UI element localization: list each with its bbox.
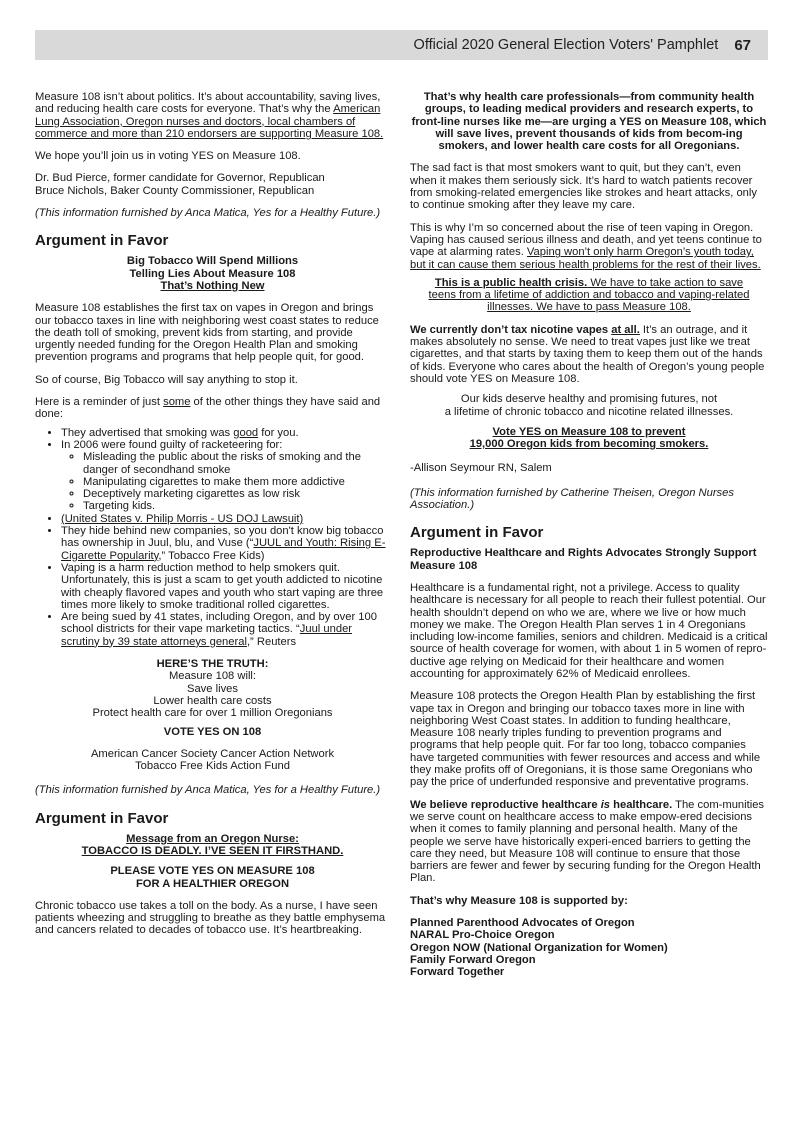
please-vote: PLEASE VOTE YES ON MEASURE 108 FOR A HEALTHIER OREGON [110,865,315,890]
list-item: ◦ Misleading the public about the risks of smoking and the danger of secondhand smoke [83,451,390,476]
join-paragraph: We hope you’ll join us in voting YES on Measure 108. [35,150,301,163]
list-item: • Vaping is a harm reduction method to help smokers quit. Unfortunately, this is just a scam to get youth addicted to nicotine with cheaply flavored vapes and youth who start vaping are three times more likely to smoke traditional rolled cigarettes. [61,562,390,611]
endorsers-link[interactable]: American Lung Association, Oregon nurses and doctors, local chambers of commerce and more than 210 endorsers are supporting Measure 108. [35,103,384,140]
argument-subheading: Big Tobacco Will Spend Millions Telling Lies About Measure 108 That’s Nothing New [126,255,299,292]
page-number: 67 [734,36,751,54]
bold-paragraph: That’s why health care professionals—from community health groups, to leading medical providers and research experts, to front-line nurses like me—are urging a YES on Measure 108, which will save lives, prevent thousands of kids from becom-ing smokers, and lower health care costs for all Oregonians. [411,91,767,153]
body-paragraph: Measure 108 establishes the first tax on vapes in Oregon and brings our tobacco taxes in line with neighboring west coast states to reduce the death toll of smoking, prevent kids from starting, and provide urgently needed funding for the Oregon Health Plan and smoking prevention programs and programs that help people quit, for good. [35,302,379,364]
sub-list [61,451,390,512]
intro-paragraph: Measure 108 isn’t about politics. It’s about accountability, saving lives, and reducing health care costs for everyone. That’s why the American Lung Association, Oregon nurses and doctors, local chambers of commerce and more than 210 endorsers are supporting Measure 108. [35,91,384,140]
argument-heading: Argument in Favor [410,524,544,542]
doj-lawsuit-link[interactable]: (United States v. Philip Morris - US DOJ Lawsuit) [61,512,304,525]
list-item: Planned Parenthood Advocates of Oregon [410,917,635,930]
signers-paragraph: Dr. Bud Pierce, former candidate for Governor, Republican Bruce Nichols, Baker County Commissioner, Republican [35,172,325,197]
vote-line: VOTE YES ON 108 [163,726,262,739]
list-item: • They hide behind new companies, so you don't know big tobacco has ownership in Juul, blu, and Vuse (“JUUL and Youth: Rising E-Cigarette Popularity,” Tobacco Free Kids) [61,525,390,562]
list-item: Family Forward Oregon [410,953,536,966]
body-paragraph: Chronic tobacco use takes a toll on the body. As a nurse, I have seen patients wheezing and struggling to breathe as they battle emphysema and cancers related to decades of tobacco use. It’s heartbreaking. [35,899,386,937]
juul-youth-link[interactable]: JUUL and Youth: Rising E-Cigarette Popularity [61,537,386,562]
furnished-note: (This information furnished by Catherine Theisen, Oregon Nurses Association.) [410,486,734,512]
left-column [35,91,390,947]
list-item: ◦ Deceptively marketing cigarettes as low risk [83,488,390,500]
list-item: ◦ Targeting kids. [83,500,390,512]
supported-by: That’s why Measure 108 is supported by: [410,894,628,907]
body-paragraph: The sad fact is that most smokers want to quit, but they can’t, even when it makes them seriously sick. It’s hard to watch patients recover from smoking-related emergencies like strokes and heart attacks, only to continue smoking after they leave my care. [410,162,757,212]
crisis-paragraph: This is a public health crisis. We have to take action to save teens from a lifetime of addiction and tobacco and vaping-related illnesses. We have to pass Measure 108. [428,276,750,314]
body-paragraph: Here is a reminder of just some of the other things they have said and done: [35,396,381,421]
list-item: • Are being sued by 41 states, including Oregon, and by over 100 school districts for their vape marketing tactics. “Juul under scrutiny by 39 state attorneys general,” Reuters [61,611,390,648]
list-item: • In 2006 were found guilty of racketeering for: ◦ Misleading the public about the risks of smoking and the danger of secondhand smoke ◦ Manipulating cigarettes to make them more addictive ◦ Deceptively marketing cigarettes as low risk ◦ Targeting kids. [61,439,390,513]
body-paragraph: Healthcare is a fundamental right, not a privilege. Access to quality healthcare is necessary for all people to reach their fullest potential. Our health shouldn’t depend on who we are, where we live or how much money we make. The Oregon Health Plan serves 1 in 4 Oregonians including low-income families, seniors and children. Medicaid is a critical source of health coverage for women, with about 1 in 5 women of repro-ductive age relying on Medicaid for their healthcare and women accounting for approximately 62% of Medicaid enrollees. [410,581,768,680]
body-paragraph: Measure 108 protects the Oregon Health Plan by establishing the first vape tax in Oregon and bringing our tobacco taxes more in line with neighboring West Coast states. In addition to funding healthcare, Measure 108 nearly triples funding to prevention programs and programs that help people quit. For far too long, tobacco companies have targeted communities with fewer resources and access and while they make profits off of Oregonians, it is those same Oregonians who pay the price of underfunded responsive and preventative programs. [410,690,761,789]
right-column [410,91,768,989]
pamphlet-title: Official 2020 General Election Voters' Pamphlet [413,37,719,53]
vote-callout: Vote YES on Measure 108 to prevent 19,000 Oregon kids from becoming smokers. [469,425,709,451]
argument-heading: Argument in Favor [35,809,169,827]
signer: -Allison Seymour RN, Salem [410,462,552,475]
list-item: NARAL Pro-Choice Oregon [410,929,555,942]
argument-heading: Argument in Favor [35,232,169,250]
body-paragraph: So of course, Big Tobacco will say anything to stop it. [35,373,298,386]
kids-paragraph: Our kids deserve healthy and promising futures, not a lifetime of chronic tobacco and nicotine related illnesses. [444,393,734,418]
reuters-link[interactable]: Juul under scrutiny by 39 state attorneys general [61,623,353,648]
truth-block: HERE’S THE TRUTH: Measure 108 will: Save lives Lower health care costs Protect health care for over 1 million Oregonians [92,657,333,720]
supporters-list [410,917,768,978]
list-item [61,513,390,525]
list-item: Forward Together [410,966,505,979]
orgs-block: American Cancer Society Cancer Action Network Tobacco Free Kids Action Fund [90,747,335,773]
list-item: Oregon NOW (National Organization for Women) [410,941,668,954]
list-item: ◦ Manipulating cigarettes to make them more addictive [83,476,390,488]
furnished-note: (This information furnished by Anca Matica, Yes for a Healthy Future.) [35,784,381,797]
body-paragraph: We believe reproductive healthcare is healthcare. The com-munities we serve count on healthcare access to make empow-ered decisions when it comes to family planning and personal health. Many of the people we serve have historically experi-enced barriers to getting the care they need, but Measure 108 will continue to ensure that those barriers are fewer and fewer by securing funding for the Oregon Health Plan. [410,798,765,885]
argument-subheading: Reproductive Healthcare and Rights Advocates Strongly Support Measure 108 [410,547,757,572]
argument-subheading: Message from an Oregon Nurse: TOBACCO IS DEADLY. I’VE SEEN IT FIRSTHAND. [81,832,344,857]
body-paragraph: We currently don’t tax nicotine vapes at all. It’s an outrage, and it makes absolutely no sense. We need to treat vapes just like we treat cigarettes, and that starts by taxing them to keep them out of the hands of kids. Everyone who cares about the health of Oregon’s young people should vote YES on Measure 108. [410,323,765,385]
page-header [35,30,768,60]
claims-list [35,427,390,648]
furnished-note: (This information furnished by Anca Matica, Yes for a Healthy Future.) [35,207,381,220]
body-paragraph: This is why I’m so concerned about the rise of teen vaping in Oregon. Vaping has caused serious illness and death, and yet teens continue to vape at alarming rates. Vaping won’t only harm Oregon’s youth today, but it can cause them serious health problems for the rest of their lives. [410,221,762,271]
list-item: • They advertised that smoking was good for you. [61,427,390,439]
